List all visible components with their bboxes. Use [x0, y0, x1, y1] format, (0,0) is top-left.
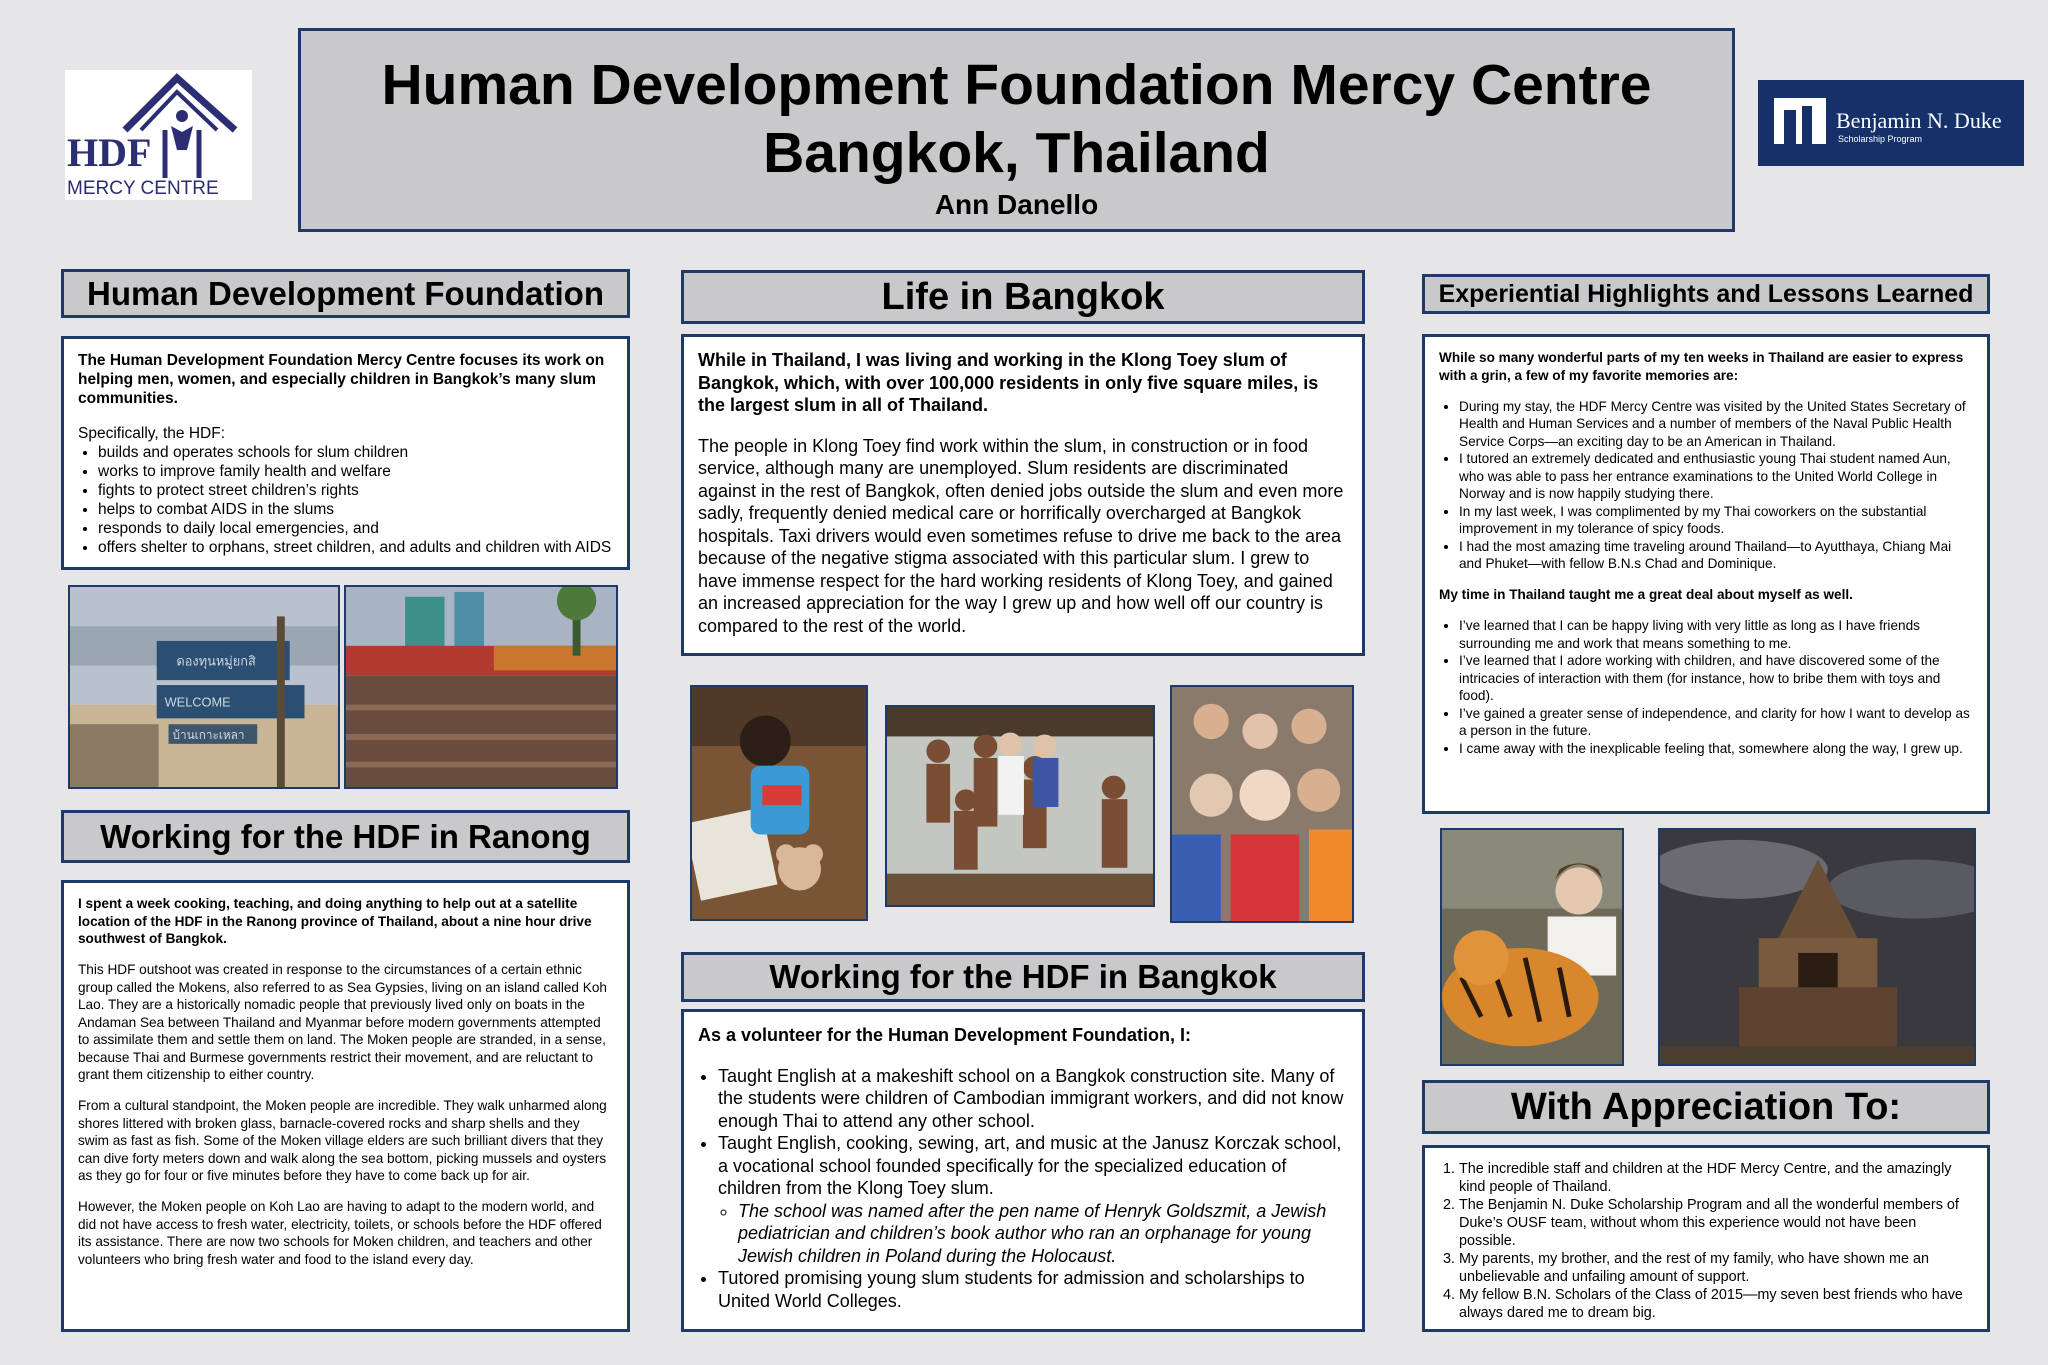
svg-text:HDF: HDF	[67, 130, 152, 175]
bangkok-body: The people in Klong Toey find work within the slum, in construction or in food service, although many are unemployed. Slum residents are discriminated against in the rest of Bangkok, often denied jobs outside the slum and even more sadly, frequently denied medical care or horrifically overcharged at Bangkok hospitals. Taxi drivers would even sometimes refuse to drive me back to the area because of the negative stigma associated with this particular slum. I grew to have immense respect for the hard working residents of Klong Toey, and gained an increased appreciation for the way I grew up and how well off our country is compared to the rest of the world.	[698, 435, 1344, 636]
bangkok-intro: While in Thailand, I was living and working in the Klong Toey slum of Bangkok, which, with over 100,000 residents in only five square miles, is the largest slum in all of Thailand.	[698, 350, 1319, 415]
temple-ruins-photo	[1658, 828, 1976, 1066]
hdf-logo	[65, 70, 252, 200]
life-in-bangkok-panel	[681, 334, 1365, 656]
ranong-paragraph-2: From a cultural standpoint, the Moken people are incredible. They walk unharmed along shores littered with broken glass, barnacle-covered rocks and sharp shells and they swim as fast as fish. Some of the Moken village elders are such brilliant divers that they can dive forty meters down and walk along the sea bottom, picking mussels and oysters as they go for four or five minutes before they have to come back up for air.	[78, 1098, 607, 1184]
lessons-list	[1439, 617, 1973, 757]
highlights-panel	[1422, 334, 1990, 814]
poster-author: Ann Danello	[934, 189, 1099, 220]
child-reading-photo	[690, 685, 868, 921]
memories-list	[1439, 398, 1973, 573]
list-item-text: Taught English, cooking, sewing, art, and music at the Janusz Korczak school, a vocational school founded specifically for the specialized education of children from the Klong Toey slum.	[718, 1133, 1342, 1198]
poster-title-banner	[298, 28, 1735, 232]
koh-lao-welcome-sign-photo	[68, 585, 340, 789]
list-item	[718, 1132, 1348, 1267]
children-group-photo	[885, 705, 1155, 907]
appreciation-list	[1439, 1160, 1973, 1322]
list-item: • During my stay, the HDF Mercy Centre was visited by the United States Secretary of Health and Human Services and a number of members of the Naval Public Health Service Corps—an exciting day to be an American in Thailand.	[1459, 398, 1973, 451]
hdf-activity-list	[78, 443, 613, 557]
hdf-list-intro: Specifically, the HDF:	[78, 424, 226, 442]
svg-text:Benjamin N. Duke: Benjamin N. Duke	[1836, 108, 2002, 133]
bangkok-work-list	[698, 1065, 1348, 1313]
lessons-intro: My time in Thailand taught me a great deal about myself as well.	[1439, 587, 1853, 603]
list-item: 3. My parents, my brother, and the rest of my family, who have shown me an unbelievable and unfailing amount of support.	[1459, 1250, 1973, 1286]
svg-text:WELCOME: WELCOME	[164, 694, 231, 710]
poster-title: Human Development Foundation Mercy Centre	[381, 53, 1652, 117]
list-item: • Tutored promising young slum students for admission and scholarships to United World Colleges.	[718, 1267, 1348, 1312]
svg-text:MERCY CENTRE: MERCY CENTRE	[67, 178, 219, 199]
bangkok-work-panel	[681, 1009, 1365, 1332]
ranong-section-heading: Working for the HDF in Ranong	[61, 810, 630, 863]
list-item: • fights to protect street children’s rights	[98, 481, 613, 500]
appreciation-panel	[1422, 1145, 1990, 1332]
list-item: • responds to daily local emergencies, and	[98, 519, 613, 538]
list-item: • builds and operates schools for slum children	[98, 443, 613, 462]
list-item: • I tutored an extremely dedicated and enthusiastic young Thai student named Aun, who was able to pass her entrance examinations to the United World College in Norway and is now happily studying there.	[1459, 450, 1973, 503]
bangkok-work-intro: As a volunteer for the Human Development Foundation, I:	[698, 1025, 1192, 1045]
ranong-intro: I spent a week cooking, teaching, and doing anything to help out at a satellite location of the HDF in the Ranong province of Thailand, about a nine hour drive southwest of Bangkok.	[78, 896, 592, 946]
svg-text:บ้านเกาะเหลา: บ้านเกาะเหลา	[172, 728, 245, 742]
children-face-paint-photo	[1170, 685, 1354, 923]
list-item: • Taught English at a makeshift school on a Bangkok construction site. Many of the students were children of Cambodian immigrant workers, and did not know enough Thai to attend any other school.	[718, 1065, 1348, 1133]
sub-list-item: ◦ The school was named after the pen name of Henryk Goldszmit, a Jewish pediatrician and children’s book author who ran an orphanage for young Jewish children in Poland during the Holocaust.	[738, 1200, 1348, 1268]
poster-location: Bangkok, Thailand	[763, 121, 1270, 185]
highlights-intro: While so many wonderful parts of my ten weeks in Thailand are easier to express with a grin, a few of my favorite memories are:	[1439, 350, 1964, 383]
hdf-intro: The Human Development Foundation Mercy Centre focuses its work on helping men, women, and especially children in Bangkok’s many slum communities.	[78, 352, 605, 407]
duke-scholarship-logo	[1758, 80, 2024, 166]
highlights-heading: Experiential Highlights and Lessons Learned	[1422, 274, 1990, 314]
tiger-photo	[1440, 828, 1624, 1066]
svg-text:ดองทุนหมู่ยกสิ: ดองทุนหมู่ยกสิ	[176, 653, 256, 669]
list-item: • I’ve learned that I adore working with children, and have discovered some of the intricacies of interaction with them (for instance, how to bribe them with toys and food).	[1459, 652, 1973, 705]
list-item: 2. The Benjamin N. Duke Scholarship Program and all the wonderful members of Duke’s OUSF team, without whom this experience would not have been possible.	[1459, 1196, 1973, 1250]
fishing-boats-photo	[344, 585, 618, 789]
list-item: 4. My fellow B.N. Scholars of the Class of 2015—my seven best friends who have always dared me to dream big.	[1459, 1286, 1973, 1322]
ranong-section-panel	[61, 880, 630, 1332]
life-in-bangkok-heading: Life in Bangkok	[681, 270, 1365, 324]
list-item: • I’ve gained a greater sense of independence, and clarity for how I want to develop as a person in the future.	[1459, 705, 1973, 740]
hdf-section-heading: Human Development Foundation	[61, 269, 630, 318]
list-item: • In my last week, I was complimented by my Thai coworkers on the substantial improvement in my tolerance of spicy foods.	[1459, 503, 1973, 538]
list-item: • I’ve learned that I can be happy living with very little as long as I have friends surrounding me and work that means something to me.	[1459, 617, 1973, 652]
list-item: • I came away with the inexplicable feeling that, somewhere along the way, I grew up.	[1459, 740, 1973, 758]
bangkok-work-heading: Working for the HDF in Bangkok	[681, 952, 1365, 1002]
hdf-section-panel	[61, 336, 630, 570]
svg-text:Scholarship Program: Scholarship Program	[1838, 134, 1923, 144]
ranong-paragraph-3: However, the Moken people on Koh Lao are having to adapt to the modern world, and did not have access to fresh water, electricity, toilets, or schools before the HDF offered its assistance. There are now two schools for Moken children, and teachers and other volunteers who bring fresh water and food to the island every day.	[78, 1199, 602, 1267]
appreciation-heading: With Appreciation To:	[1422, 1080, 1990, 1134]
list-item: • helps to combat AIDS in the slums	[98, 500, 613, 519]
list-item: 1. The incredible staff and children at the HDF Mercy Centre, and the amazingly kind people of Thailand.	[1459, 1160, 1973, 1196]
list-item: • I had the most amazing time traveling around Thailand—to Ayutthaya, Chiang Mai and Phuket—with fellow B.N.s Chad and Dominique.	[1459, 538, 1973, 573]
ranong-paragraph-1: This HDF outshoot was created in response to the circumstances of a certain ethnic group called the Mokens, also referred to as Sea Gypsies, living on an island called Koh Lao. They are a historically nomadic people that previously lived only on boats in the Andaman Sea between Thailand and Myanmar before modern governments attempted to assimilate them and settle them on land. The Moken people are stranded, in a sense, because Thai and Burmese governments restrict their movement, and are reluctant to grant them citizenship to either country.	[78, 962, 607, 1083]
list-item: • works to improve family health and welfare	[98, 462, 613, 481]
list-item: • offers shelter to orphans, street children, and adults and children with AIDS	[98, 538, 613, 557]
